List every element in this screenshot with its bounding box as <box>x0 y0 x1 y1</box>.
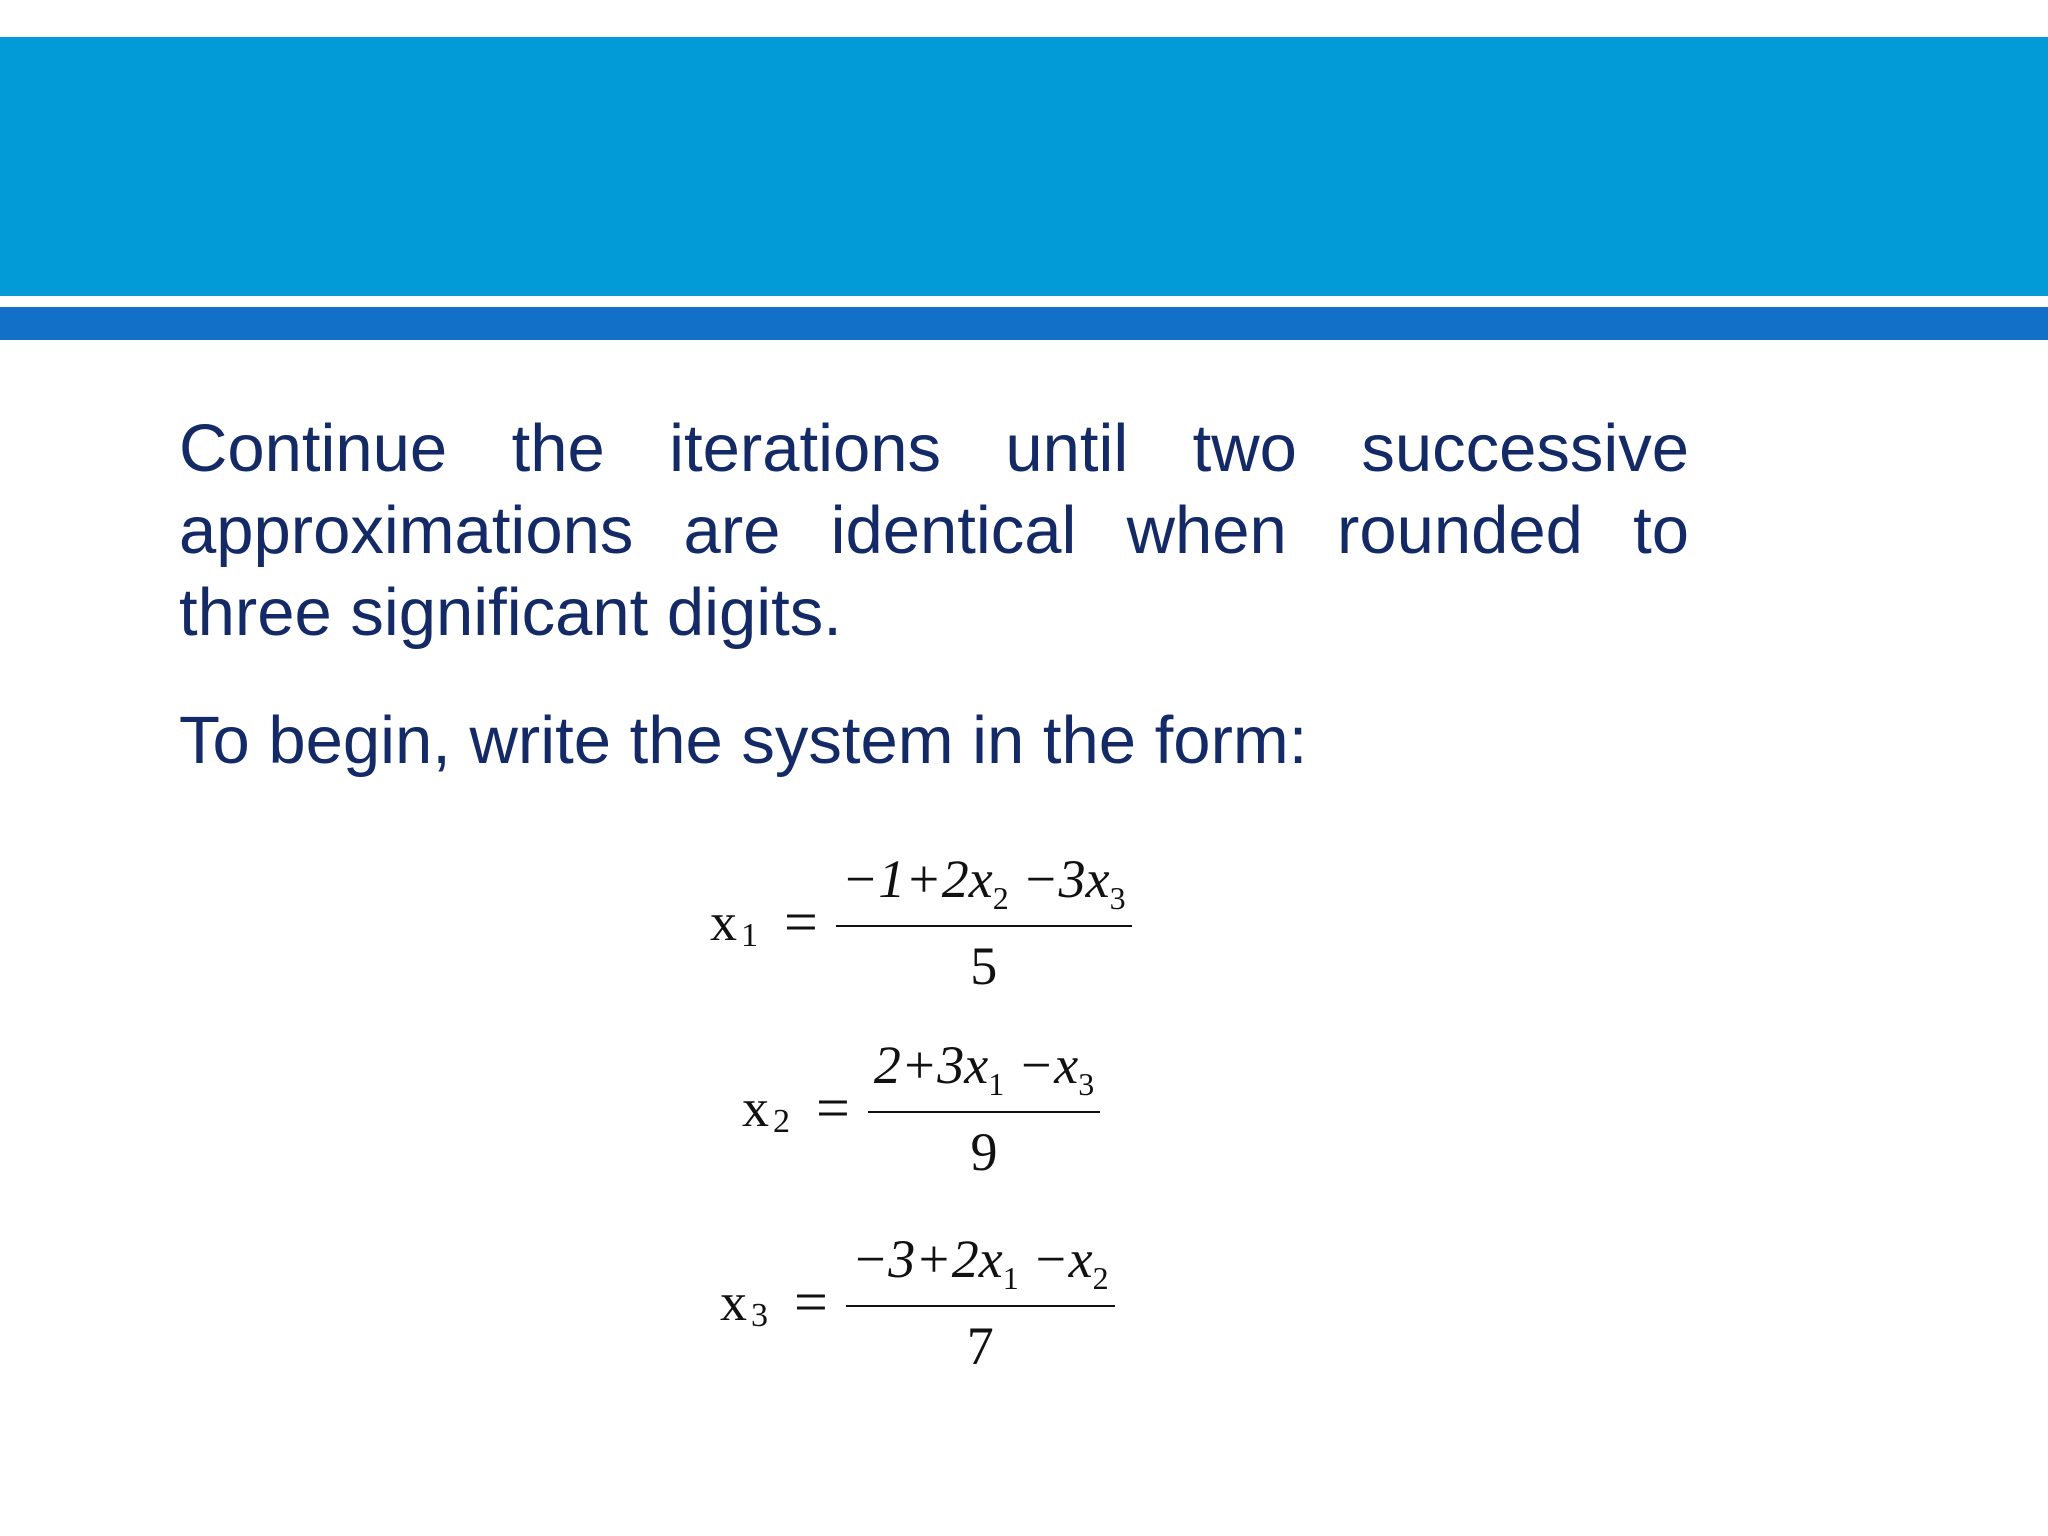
denominator: 9 <box>970 1121 998 1182</box>
equals-sign: = <box>816 1074 850 1141</box>
header-band <box>0 37 2048 296</box>
numerator-term: −3+2x <box>851 1229 1003 1289</box>
numerator-subscript: 2 <box>992 879 1009 916</box>
lhs-subscript: 1 <box>741 917 758 955</box>
numerator <box>836 848 1132 927</box>
numerator-term: −x <box>1018 1229 1093 1289</box>
numerator-subscript: 3 <box>1109 879 1126 916</box>
lhs-variable: x <box>742 1078 769 1139</box>
lhs-variable: x <box>720 1272 747 1333</box>
numerator-subscript: 1 <box>988 1065 1005 1102</box>
denominator: 7 <box>966 1315 994 1376</box>
numerator-term: −3x <box>1008 849 1110 909</box>
equation-lhs <box>720 1271 768 1333</box>
equation-lhs <box>710 891 758 953</box>
numerator <box>868 1034 1100 1113</box>
lhs-subscript: 3 <box>751 1297 768 1335</box>
lhs-variable: x <box>710 892 737 953</box>
fraction <box>868 1034 1100 1183</box>
denominator: 5 <box>970 935 998 996</box>
numerator <box>846 1228 1115 1307</box>
equation-x3 <box>720 1228 1115 1377</box>
numerator-term: −x <box>1004 1035 1079 1095</box>
paragraph-iterations: Continue the iterations until two successive approximations are identical when rounded to three significant digits. <box>179 411 1689 650</box>
numerator-subscript: 3 <box>1078 1065 1095 1102</box>
numerator-term: 2+3x <box>873 1035 989 1095</box>
numerator-subscript: 1 <box>1002 1259 1019 1296</box>
lhs-subscript: 2 <box>773 1103 790 1141</box>
equation-x2 <box>742 1034 1100 1183</box>
equals-sign: = <box>794 1268 828 1335</box>
numerator-subscript: 2 <box>1092 1259 1109 1296</box>
equals-sign: = <box>784 888 818 955</box>
equation-lhs <box>742 1077 790 1139</box>
equation-x1 <box>710 848 1132 997</box>
fraction <box>846 1228 1115 1377</box>
paragraph-begin: To begin, write the system in the form: <box>179 703 1308 778</box>
fraction <box>836 848 1132 997</box>
header-stripe <box>0 307 2048 340</box>
numerator-term: −1+2x <box>841 849 993 909</box>
